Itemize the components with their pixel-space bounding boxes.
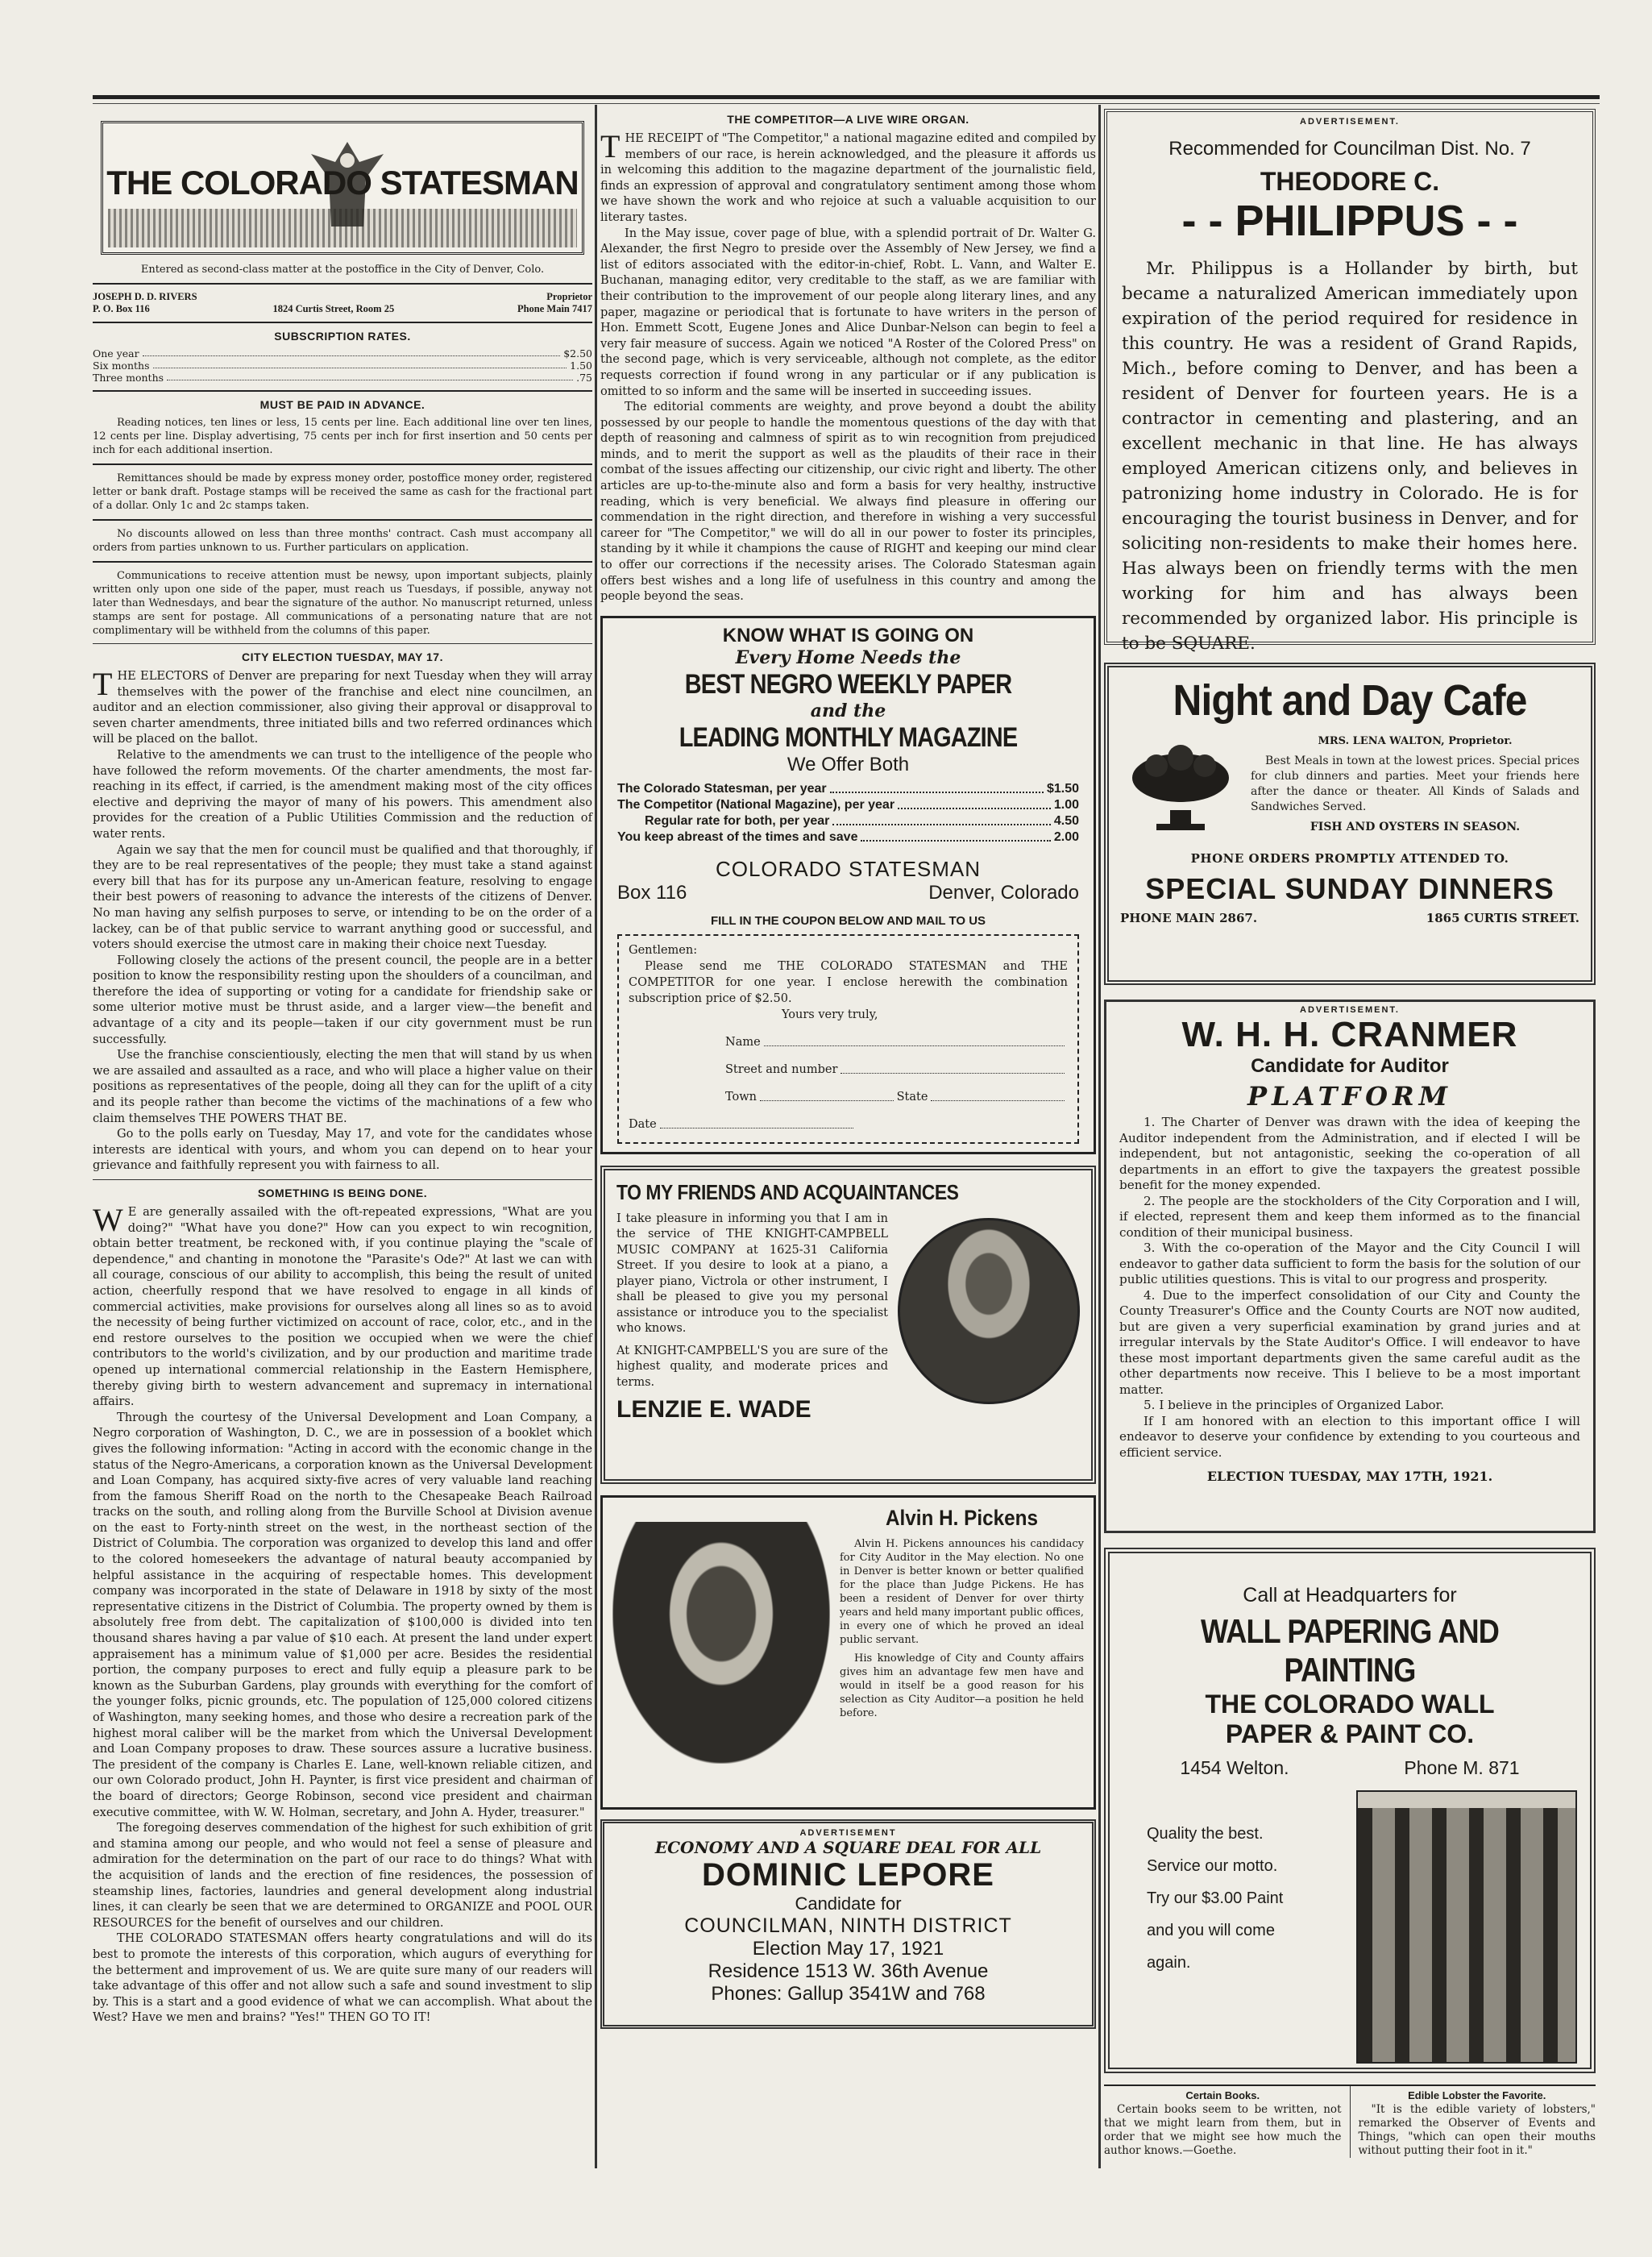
coupon-date-field[interactable]	[629, 1116, 1068, 1133]
cranmer-points	[1119, 1115, 1580, 1461]
article-paragraph: Go to the polls early on Tuesday, May 17, and vote for the candidates whose interests are identical with yours, and whom you can depend on to hear your grievance and faithfully represent you with fairness to all.	[93, 1127, 592, 1173]
divider	[93, 1179, 592, 1180]
notice-reading: Reading notices, ten lines or less, 15 cents per line. Each additional line over ten lines, 12 cents per line. Display advertising, 75 cents per inch for first insertion and 50 cents per inch for each additional insertion.	[93, 417, 592, 456]
offer-price-row	[617, 797, 1079, 813]
wade-title: TO MY FRIENDS AND ACQUAINTANCES	[616, 1179, 959, 1204]
cranmer-ad	[1104, 1000, 1596, 1533]
office-phone: Phone Main 7417	[517, 303, 592, 314]
divider	[93, 561, 592, 563]
article-paragraph: Following closely the actions of the present council, the people are in a better position to know the responsibility resting upon the shoulders of a councilman, and therefore the idea of supporting or voting for a candidate for friendship sake or some ulterior motive must be thrust aside, and a larger view—the benefit and advantage of a city and its people—taken if our city government must be run successfully.	[93, 953, 592, 1046]
address-row	[93, 303, 592, 315]
lepore-name: DOMINIC LEPORE	[702, 1856, 994, 1893]
offer-line1: KNOW WHAT IS GOING ON	[722, 624, 974, 646]
philippus-line1: Recommended for Councilman Dist. No. 7	[1168, 138, 1531, 160]
store-building-photo	[1356, 1790, 1577, 2064]
wallpaper-address: 1454 Welton.	[1180, 1757, 1289, 1778]
offer-line3: BEST NEGRO WEEKLY PAPER	[684, 668, 1012, 700]
wallpaper-phone: Phone M. 871	[1404, 1757, 1520, 1778]
masthead-title: THE COLORADO STATESMAN	[106, 164, 579, 202]
wallpaper-line2: WALL PAPERING AND PAINTING	[1200, 1612, 1499, 1689]
wallpaper-line1: Call at Headquarters for	[1243, 1584, 1457, 1607]
pickens-name: Alvin H. Pickens	[885, 1505, 1039, 1530]
platform-point: If I am honored with an election to this important office I will endeavor to deserve your confidence by extending to you courteous and efficient service.	[1119, 1413, 1580, 1460]
left-column	[93, 109, 592, 2026]
pickens-body2: His knowledge of City and County affairs gives him an advantage few men have and would in itself be a good reason for his selection as City Auditor—a position he held before.	[840, 1652, 1084, 1719]
lepore-line2: Candidate for	[795, 1893, 902, 1914]
offer-line4: and the	[810, 700, 886, 721]
wallpaper-body-line: Quality the best.	[1147, 1825, 1264, 1843]
filler-items	[1104, 2085, 1596, 2158]
coupon-closing: Yours very truly,	[782, 1008, 878, 1021]
lepore-line1: ECONOMY AND A SQUARE DEAL FOR ALL	[654, 1837, 1042, 1857]
divider	[93, 283, 592, 285]
cafe-fish: FISH AND OYSTERS IN SEASON.	[1310, 821, 1521, 833]
divider	[93, 519, 592, 521]
pickens-ad	[600, 1495, 1096, 1810]
proprietor-name: JOSEPH D. D. RIVERS	[93, 291, 197, 302]
article-paragraph	[93, 1204, 592, 1410]
lepore-line3: COUNCILMAN, NINTH DISTRICT	[684, 1914, 1012, 1937]
rate-row	[93, 347, 592, 360]
cafe-ad	[1104, 663, 1596, 985]
platform-point: 4. Due to the imperfect consolidation of our City and County the County Treasurer's Office and the County Courts are NOT now audited, but are given a very superficial examination by grand juries and at irregular intervals by the State Auditor's Office. I will endeavor to have these most important departments given the same careful audit as the other departments now receive. This I believe to be a most important matter.	[1119, 1287, 1580, 1397]
offer-price-label: You keep abreast of the times and save	[617, 829, 858, 844]
lobster-title: Edible Lobster the Favorite.	[1408, 2089, 1546, 2101]
notice-communications: Communications to receive attention must be newsy, upon important subjects, plainly written only upon one side of the paper, must reach us Tuesdays, if possible, anyway not later than Wednesdays, and bear the signature of the author. No manuscript returned, unless stamps are sent for postage. All communications of a personating nature that are not complimentary will be withheld from the columns of this paper.	[93, 570, 592, 637]
must-pay-heading: MUST BE PAID IN ADVANCE.	[259, 398, 425, 411]
rate-label: Six months	[93, 360, 150, 372]
offer-box: Box 116	[617, 881, 687, 904]
coupon-body: Please send me THE COLORADO STATESMAN and THE COMPETITOR for one year. I enclose herewith the combination subscription price of $2.50.	[629, 959, 1068, 1005]
drop-cap: W	[93, 1202, 123, 1238]
cafe-title: Night and Day Cafe	[1173, 676, 1527, 725]
cranmer-subtitle: Candidate for Auditor	[1251, 1055, 1449, 1077]
philippus-last-name: - - PHILIPPUS - -	[1181, 197, 1518, 245]
offer-price-value: 4.50	[1053, 813, 1079, 828]
pickens-portrait-photo	[612, 1522, 830, 1764]
wallpaper-line4: PAPER & PAINT CO.	[1225, 1719, 1475, 1748]
cafe-phone: PHONE MAIN 2867.	[1120, 911, 1258, 925]
offer-address-row	[617, 882, 1079, 904]
subscription-coupon[interactable]	[617, 934, 1079, 1144]
rate-price: $2.50	[563, 347, 592, 360]
paragraph-text: HE RECEIPT of "The Competitor," a national magazine edited and compiled by members of our race, is herein acknowledged, and the pleasure it affords us in welcoming this addition to the magazine department of the journalistic field, finds an expression of approval and congratulatory sentiment among those whom we have shown the work and who rejoice at such a valuable acquisition to our literary tastes.	[600, 131, 1096, 224]
article-paragraph: Through the courtesy of the Universal Development and Loan Company, a Negro corporation of Washington, D. C., we are in possession of a booklet which gives the following information: "Acting in accord with the economic change in the status of the Negro-Americans, a corporation known as the Universal Development and Loan Company, has acquired sixty-five acres of very valuable land reaching from the famous Sheriff Road on the north to the Chesapeake Beach Railroad tracks on the south, and rolling along from the Burville School at Division avenue on the east to Forty-ninth street on the west, in the northeast section of the District of Columbia. The corporation was organized to develop this land and offer to the colored homeseekers the advantage of natural beauty accompanied by helpful assistance in the acquiring of respectable homes. This development company was incorporated in the state of Delaware in 1918 by sixty of the most representative citizens in the District of Columbia. The property owned by them is absolutely free from debt. The capitalization of $100,000 is divided into ten thousand shares having a par value of $10 each. At present the land under expert appraisement has a minimum value of $1,000 per acre. Besides the residential portion, the company purposes to erect and fully equip a pleasure park to be known as the Suburban Gardens, play grounds with everything for the comfort of the younger folks, picnic grounds, etc. The population of 125,000 colored citizens of Washington, many seeking homes, and those who desire a recreation park of the highest moral caliber will be the market from which the Universal Development and Loan Company proposes to draw. These sources assure a lucrative business. The president of the company is Charles E. Lane, well-known reliable citizen, and our own Colorado product, John H. Paynter, is first vice president and chairman of the board of directors; George Robinson, second vice president and chairman executive committee, with W. W. Holman, secretary, and John A. Hyder, treasurer."	[93, 1410, 592, 1819]
wallpaper-contact-row	[1123, 1757, 1577, 1779]
rate-label: Three months	[93, 372, 164, 384]
paragraph-text: E are generally assailed with the oft-repeated expressions, "What are you doing?" "What have you done?" How can you expect to win recognition, obtain better treatment, be reckoned with, if you continue playing the "scale of dependence," and chanting in monotone the "Parasite's Ode?" At last we can with all courage, conscious of our ability to accomplish, this being the result of united action, cheerfully respond that we have resolved to engage in all kinds of commercial activities, make provisions for ourselves along all lines so as to avoid the necessity of being further victimized on account of race, color, etc., and in the end restore ourselves to the position we occupied when we were the chief contributors to the world's civilization, and by our production and maritime trade opened up international commercial relationship in the Eastern Hemisphere, thereby giving birth to western advancement and supremacy in international affairs.	[93, 1205, 592, 1409]
wade-portrait-photo	[898, 1218, 1080, 1404]
paragraph-text: HE ELECTORS of Denver are preparing for next Tuesday when they will array themselves with the power of the franchise and elect nine councilmen, an auditor and an election commissioner, also giving their approval or disapproval to seven charter amendments, three initiated bills and two referred ordinances which will be placed on the ballot.	[93, 669, 592, 746]
article-paragraph: The foregoing deserves commendation of the highest for such exhibition of grit and stamina among our people, and who would not feel a sense of pleasure and admiration for the determination on the part of our race to do things? What with the acquisition of lands and the erection of fine residences, the possession of steamship lines, factories, laundries and general development along industrial lines, it can clearly be seen that we are determined to ORGANIZE and POOL OUR RESOURCES for the benefit of ourselves and our children.	[93, 1821, 592, 1930]
drop-cap: T	[93, 666, 113, 702]
pickens-body: Alvin H. Pickens announces his candidacy for City Auditor in the May election. No one in Denver is better known or better qualified for the place than Judge Pickens. He has been a resident of Denver for over thirty years and held many important public offices, in every one of which he proved an ideal public servant.	[840, 1537, 1084, 1646]
coupon-street-label: Street and number	[725, 1062, 838, 1076]
offer-price-label: Regular rate for both, per year	[645, 813, 830, 828]
something-article	[93, 1204, 592, 2026]
wallpaper-line3: THE COLORADO WALL	[1205, 1690, 1495, 1719]
lepore-line6: Phones: Gallup 3541W and 768	[711, 1982, 986, 2005]
offer-line5: LEADING MONTHLY MAGAZINE	[679, 721, 1018, 753]
lepore-tag: ADVERTISEMENT	[799, 1827, 897, 1838]
rate-price: .75	[576, 372, 592, 384]
rate-row	[93, 372, 592, 384]
wade-body: I take pleasure in informing you that I am in the service of THE KNIGHT-CAMPBELL MUSIC COMPANY at 1625-31 California Street. If you desire to look at a piano, a player piano, Victrola or other instrument, I shall be pleased to give you my personal assistance or introduce you to the specialist who knows.	[616, 1212, 888, 1336]
lepore-ad	[600, 1819, 1096, 2029]
books-body: Certain books seem to be written, not that we might learn from them, but in order that we might see how much the author knows.—Goethe.	[1104, 2103, 1342, 2157]
top-rule	[93, 95, 1600, 99]
article-paragraph: The editorial comments are weighty, and prove beyond a doubt the ability possessed by our people to handle the momentous questions of the day with that depth of reasoning and calmness of spirit as to win recognition from prejudiced minds, and to merit the support as well as the plaudits of their race in their combat of the issues affecting our citizenship, our civic right and liberty. The other articles are up-to-the-minute also and form a basis for very healthy, instructive reading, which is very beneficial. We always find pleasure in offering our commendation in the right direction, and therefore in wishing a very successful career for "The Competitor," we will do all in our power to foster its principles, standing by it while it champions the cause of RIGHT and keeping our mind clear to offer our corrections if the necessity arises. The Colorado Statesman again offers best wishes and a long life of usefulness in this country and among the people beyond the seas.	[600, 400, 1096, 604]
cranmer-tag: ADVERTISEMENT.	[1300, 1005, 1400, 1015]
election-heading: CITY ELECTION TUESDAY, MAY 17.	[242, 650, 443, 663]
article-paragraph: Again we say that the men for council must be qualified and that thoroughly, if they are to be real representatives of the people; they must take a stand against every bill that has for its purpose any un-American feature, resolving to engage their best powers of reasoning to advance the interests of the citizens of Denver. No man having any selfish purposes to serve, or intending to be on the order of a lackey, can be of that public service to warrant anything good or successful, and voters should exercise the utmost care in making their choice next Tuesday.	[93, 842, 592, 952]
offer-paper-name: COLORADO STATESMAN	[715, 856, 982, 881]
offer-price-list	[617, 781, 1079, 846]
article-paragraph	[93, 668, 592, 747]
offer-price-value: $1.50	[1046, 781, 1079, 796]
article-paragraph: In the May issue, cover page of blue, with a splendid portrait of Dr. Walter G. Alexander, the first Negro to preside over the Assembly of New Jersey, we find a list of editors associated with the editor-in-chief, Robt. L. Vann, and Walter E. Buchanan, managing editor, very creditable to the staff, as we are familiar with their contribution to the improvement of our people along literary lines, and any paper, magazine or periodical that is fortunate to have writers in the person of Hon. Emmett Scott, Eugene Jones and Alice Dunbar-Nelson can begin to feel a very fair measure of success. Again we noticed "A Roster of the Colored Press" on the second page, which is very serviceable, although not complete, as the editor requests correction if found wrong in any particular or if any publication is omitted to so inform and the same will be inserted in succeeding issues.	[600, 226, 1096, 398]
offer-line2: Every Home Needs the	[735, 646, 961, 668]
wade-text	[616, 1212, 888, 1424]
platform-point: 3. With the co-operation of the Mayor and the City Council I will endeavor to gather data sufficient to form the basis for the solution of our public utilities questions. This is vital to our progress and prosperity.	[1119, 1241, 1580, 1286]
column-rule-left	[595, 105, 597, 2168]
entered-notice: Entered as second-class matter at the postoffice in the City of Denver, Colo.	[140, 264, 545, 276]
offer-fill-instruction: FILL IN THE COUPON BELOW AND MAIL TO US	[710, 913, 986, 928]
cafe-phone-orders: PHONE ORDERS PROMPTLY ATTENDED TO.	[1190, 851, 1509, 866]
right-column	[1104, 109, 1596, 2158]
cranmer-election: ELECTION TUESDAY, MAY 17TH, 1921.	[1206, 1469, 1493, 1484]
rate-price: 1.50	[570, 360, 592, 372]
masthead	[101, 121, 584, 255]
top-rule-thin	[93, 103, 1600, 104]
notice-remittance: Remittances should be made by express money order, postoffice money order, registered letter or bank draft. Postage stamps will be received the same as cash for the fractional part of a dollar. Only 1c and 2c stamps taken.	[93, 472, 592, 512]
subscription-offer-ad	[600, 616, 1096, 1154]
po-box: P. O. Box 116	[93, 303, 150, 314]
divider	[93, 390, 592, 392]
rate-label: One year	[93, 347, 139, 360]
lobster-body: "It is the edible variety of lobsters," remarked the Observer of Events and Things, "which can open their mouths without putting their foot in it."	[1358, 2103, 1596, 2157]
philippus-tag: ADVERTISEMENT.	[1300, 117, 1400, 127]
coupon-date-label: Date	[629, 1117, 657, 1131]
wallpaper-body-line: Service our motto.	[1147, 1857, 1278, 1875]
subscription-rates	[93, 347, 592, 384]
coupon-town-state-field[interactable]	[725, 1089, 1068, 1105]
wallpaper-body	[1123, 1818, 1343, 2064]
competitor-article	[600, 128, 1096, 605]
wade-ad	[600, 1166, 1096, 1484]
something-heading: SOMETHING IS BEING DONE.	[257, 1187, 428, 1199]
philippus-first-name: THEODORE C.	[1260, 167, 1440, 196]
subscription-heading: SUBSCRIPTION RATES.	[274, 330, 411, 343]
lepore-line5: Residence 1513 W. 36th Avenue	[708, 1960, 989, 1982]
wallpaper-body-line: and you will come	[1147, 1922, 1275, 1939]
article-paragraph	[600, 128, 1096, 226]
offer-price-row	[617, 813, 1079, 829]
offer-price-value: 2.00	[1053, 829, 1079, 844]
offer-price-label: The Colorado Statesman, per year	[617, 781, 827, 796]
fruit-basket-icon	[1120, 734, 1241, 838]
cafe-proprietor: MRS. LENA WALTON, Proprietor.	[1318, 735, 1513, 747]
philippus-body: Mr. Philippus is a Hollander by birth, but became a naturalized American immediately upon expiration of the period required for residence in this country. He was a resident of Grand Rapids, Mich., before coming to Denver, and has been a resident of Denver for fourteen years. He is a contractor in cementing and plastering, and an excellent mechanic in that line. He has always employed American citizens only, and believes in patronizing home industry in Colorado. He is for encouraging the tourist business in Denver, and for soliciting non-residents to make their homes here. Has always been on friendly terms with the men working for him and has always been recommended by organized labor. His principle is to be SQUARE.	[1122, 259, 1578, 654]
wallpaper-ad	[1104, 1548, 1596, 2073]
column-rule-right	[1098, 105, 1101, 2168]
coupon-street-field[interactable]	[725, 1062, 1068, 1078]
divider	[93, 643, 592, 644]
article-paragraph: THE COLORADO STATESMAN offers hearty congratulations and will do its best to promote the interests of this corporation, which augurs of everything for the betterment and improvement of us. We are quite sure many of our readers will take advantage of this offer and not allow such a safe and sound investment to slip by. This is a start and a good evidence of what we can accomplish. What about the West? Have we men and brains? "Yes!" THEN GO TO IT!	[93, 1931, 592, 2025]
coupon-town-label: Town	[725, 1090, 758, 1104]
offer-line6: We Offer Both	[787, 753, 910, 775]
proprietor-label: Proprietor	[546, 291, 592, 302]
offer-city: Denver, Colorado	[928, 881, 1079, 904]
article-paragraph: Relative to the amendments we can trust to the intelligence of the people who have followed the reform movements. Of the charter amendments, the most far-reaching in its effect, if carried, is the amendment making most of the city offices elective and depriving the mayor of many of his powers. This amendment also provides for the creation of a Public Utilities Commission and the reduction of water rents.	[93, 747, 592, 841]
proprietor-row	[93, 291, 592, 303]
offer-price-row	[617, 781, 1079, 797]
cafe-address: 1865 CURTIS STREET.	[1426, 911, 1579, 925]
election-article	[93, 668, 592, 1174]
drop-cap: T	[600, 128, 621, 164]
platform-point: 5. I believe in the principles of Organized Labor.	[1144, 1398, 1444, 1412]
coupon-state-label: State	[896, 1090, 928, 1104]
wade-name: LENZIE E. WADE	[616, 1396, 811, 1424]
cafe-contact-row	[1120, 911, 1579, 925]
coupon-name-label: Name	[725, 1035, 761, 1049]
divider	[93, 322, 592, 323]
coupon-greeting: Gentlemen:	[629, 943, 698, 957]
wade-body2: At KNIGHT-CAMPBELL'S you are sure of the highest quality, and moderate prices and terms.	[616, 1344, 888, 1389]
cafe-body: Best Meals in town at the lowest prices. Special prices for club dinners and parties. Meet your friends here after the dance or theater. All Kinds of Salads and Sandwiches Served.	[1251, 754, 1579, 813]
cranmer-platform: PLATFORM	[1247, 1081, 1453, 1112]
article-paragraph: Use the franchise conscientiously, electing the men that will stand by us when we are assailed and assaulted as a race, and who will place a higher value on their positions as representatives of the people, doing all they can for the uplift of a city and its people rather than become the victims of the machinations of a few who claim themselves THE POWERS THAT BE.	[93, 1048, 592, 1125]
divider	[93, 463, 592, 465]
middle-column	[600, 109, 1096, 2029]
books-title: Certain Books.	[1185, 2089, 1260, 2101]
cafe-special: SPECIAL SUNDAY DINNERS	[1145, 872, 1554, 905]
offer-price-value: 1.00	[1053, 797, 1079, 812]
platform-point: 1. The Charter of Denver was drawn with the idea of keeping the Auditor independent from the Administration, and if elected I will be independent, but not antagonistic, seeking the co-operation of all departments in an effort to give the taxpayers the greatest possible benefit for the money expended.	[1119, 1115, 1580, 1192]
offer-price-label: The Competitor (National Magazine), per year	[617, 797, 895, 812]
cranmer-name: W. H. H. CRANMER	[1181, 1015, 1518, 1054]
wallpaper-body-line: again.	[1147, 1954, 1191, 1972]
office-address: 1824 Curtis Street, Room 25	[272, 303, 395, 314]
platform-point: 2. The people are the stockholders of the City Corporation and I will, if elected, represent them and keep them informed as to the financial condition of their municipal business.	[1119, 1193, 1580, 1240]
coupon-name-field[interactable]	[725, 1034, 1068, 1050]
competitor-heading: THE COMPETITOR—A LIVE WIRE ORGAN.	[727, 113, 969, 126]
philippus-ad	[1104, 109, 1596, 654]
offer-price-row	[617, 829, 1079, 846]
wallpaper-body-line: Try our $3.00 Paint	[1147, 1889, 1284, 1907]
lepore-line4: Election May 17, 1921	[752, 1937, 944, 1960]
notice-discounts: No discounts allowed on less than three months' contract. Cash must accompany all orders from parties unknown to us. Further particulars on application.	[93, 528, 592, 554]
rate-row	[93, 360, 592, 372]
